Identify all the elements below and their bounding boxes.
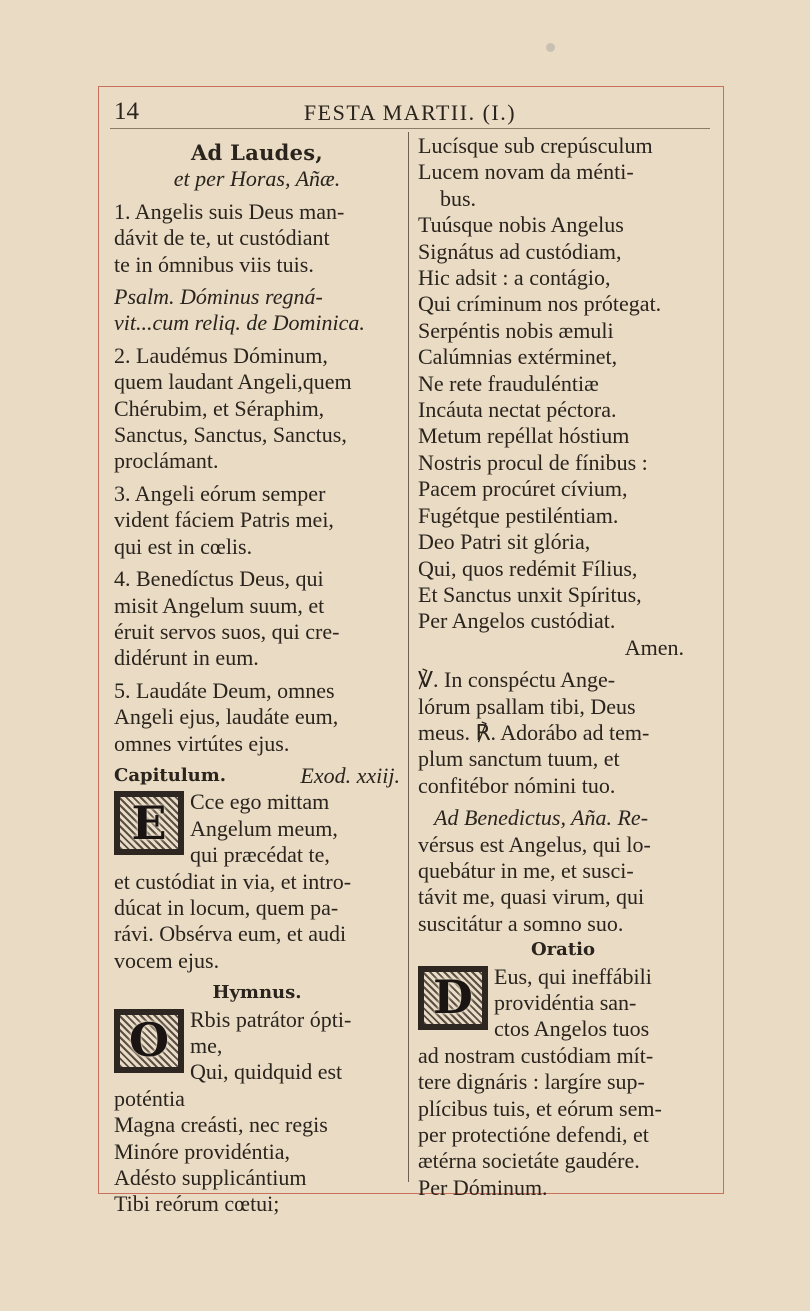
text-line: vérsus est Angelus, qui lo- <box>418 831 651 857</box>
hymn-opening <box>114 1007 400 1086</box>
text-line: vident fáciem Patris mei, <box>114 507 334 533</box>
psalm-rubric <box>114 284 400 337</box>
text-line: omnes virtútes ejus. <box>114 730 290 756</box>
text-line: me, <box>190 1033 223 1058</box>
text-line: suscitátur a somno suo. <box>418 910 624 936</box>
text-line: Incáuta nectat péctora. <box>418 397 617 423</box>
text-line: per protectióne defendi, et <box>418 1122 649 1148</box>
text-line: qui præcédat te, <box>190 842 330 868</box>
text-line: Hic adsit : a contágio, <box>418 265 611 291</box>
text-line: Angelum meum, <box>190 815 338 841</box>
text-line: Nostris procul de fínibus : <box>418 449 648 475</box>
text-line: vit...cum reliq. de Dominica. <box>114 310 365 336</box>
capitulum-label: Capitulum. <box>114 764 227 786</box>
text-line: lórum psallam tibi, Deus <box>418 693 636 719</box>
text-line: Chérubim, et Séraphim, <box>114 395 325 421</box>
text-line: 4. Benedíctus Deus, qui <box>114 566 324 592</box>
header-rule <box>110 128 710 129</box>
drop-cap-letter: E <box>131 796 167 851</box>
text-line: Magna creásti, nec regis <box>114 1112 328 1138</box>
text-line: Lucem novam da ménti- <box>418 159 634 185</box>
text-line: ℣. In conspéctu Ange- <box>418 667 616 693</box>
capitulum-reference: Exod. xxiij. <box>300 762 400 788</box>
benedictus-antiphon <box>418 805 708 937</box>
text-line: Ne rete frauduléntiæ <box>418 370 599 396</box>
column-divider <box>408 132 409 1182</box>
page-number: 14 <box>114 98 139 125</box>
text-line: tere dignáris : largíre sup- <box>418 1069 645 1095</box>
text-line: 1. Angelis suis Deus man- <box>114 198 345 224</box>
right-column <box>418 133 708 1201</box>
drop-cap-e <box>114 791 184 855</box>
oratio-heading: Oratio <box>531 939 595 961</box>
text-line: Metum repéllat hóstium <box>418 423 630 449</box>
text-line: dúcat in locum, quem pa- <box>114 894 339 920</box>
text-line: Ad Benedictus, Aña. Re- <box>434 805 649 831</box>
text-line: proclámant. <box>114 448 219 474</box>
text-line: Qui, quos redémit Fílius, <box>418 555 638 581</box>
antiphon-4 <box>114 566 400 672</box>
text-line: éruit servos suos, qui cre- <box>114 618 340 644</box>
text-line: Adésto supplicántium <box>114 1165 307 1191</box>
running-head: FESTA MARTII. (I.) <box>303 100 517 125</box>
oratio-continued <box>418 1043 708 1201</box>
text-line: távit me, quasi virum, qui <box>418 884 645 910</box>
text-line: Per Dóminum. <box>418 1174 548 1200</box>
hymnus-heading: Hymnus. <box>212 982 302 1004</box>
lauds-subheading: et per Horas, Añæ. <box>173 166 341 192</box>
hymn-continued <box>114 1086 400 1218</box>
text-line: Tibi reórum cœtui; <box>114 1191 280 1217</box>
capitulum-text <box>114 789 400 868</box>
text-line: ad nostram custódiam mít- <box>418 1042 654 1068</box>
text-line: confitébor nómini tuo. <box>418 772 616 798</box>
text-line: Rbis patrátor ópti- <box>190 1006 352 1032</box>
text-line: Sanctus, Sanctus, Sanctus, <box>114 422 347 448</box>
text-line: Per Angelos custódiat. <box>418 608 616 634</box>
amen: Amen. <box>624 634 684 660</box>
text-line: Tuúsque nobis Angelus <box>418 212 624 238</box>
text-line: Fugétque pestiléntiam. <box>418 502 619 528</box>
capitulum-continued <box>114 869 400 975</box>
lauds-heading: Ad Laudes, <box>190 140 324 165</box>
text-line: plícibus tuis, et eórum sem- <box>418 1095 662 1121</box>
drop-cap-o <box>114 1009 184 1073</box>
drop-cap-letter: D <box>433 970 473 1025</box>
antiphon-3 <box>114 481 400 560</box>
text-line: quebátur in me, et susci- <box>418 857 634 883</box>
text-line: ætérna societáte gaudére. <box>418 1148 640 1174</box>
page-spot <box>546 43 555 52</box>
antiphon-2 <box>114 343 400 475</box>
text-line: bus. <box>440 185 477 211</box>
versicle-response <box>418 667 708 799</box>
hymn-stanzas <box>418 133 708 661</box>
antiphon-1 <box>114 199 400 278</box>
text-line: rávi. Obsérva eum, et audi <box>114 921 347 947</box>
text-line: plum sanctum tuum, et <box>418 746 620 772</box>
text-line: Pacem procúret cívium, <box>418 476 628 502</box>
text-line: te in ómnibus viis tuis. <box>114 251 314 277</box>
text-line: Deo Patri sit glória, <box>418 529 591 555</box>
text-line: Serpéntis nobis æmuli <box>418 317 614 343</box>
capitulum-heading <box>114 763 400 789</box>
drop-cap-letter: O <box>128 1013 170 1068</box>
text-line: didérunt in eum. <box>114 645 259 671</box>
text-line: Eus, qui ineffábili <box>494 963 652 989</box>
text-line: 3. Angeli eórum semper <box>114 480 326 506</box>
text-line: vocem ejus. <box>114 947 220 973</box>
antiphon-5 <box>114 678 400 757</box>
text-line: ctos Angelos tuos <box>494 1016 650 1042</box>
text-line: Qui, quidquid est <box>190 1059 343 1085</box>
text-line: 5. Laudáte Deum, omnes <box>114 677 335 703</box>
text-line: Cce ego mittam <box>190 789 330 815</box>
text-line: misit Angelum suum, et <box>114 592 325 618</box>
text-line: Lucísque sub crepúsculum <box>418 133 653 158</box>
text-line: 2. Laudémus Dóminum, <box>114 342 328 368</box>
text-line: Minóre providéntia, <box>114 1138 290 1164</box>
text-line: Et Sanctus unxit Spíritus, <box>418 581 642 607</box>
text-line: dávit de te, ut custódiant <box>114 225 330 251</box>
text-line: quem laudant Angeli,quem <box>114 369 352 395</box>
text-line: Psalm. Dóminus regná- <box>114 284 323 310</box>
text-line: Calúmnias extérminet, <box>418 344 618 370</box>
oratio-opening <box>418 964 708 1043</box>
page-header <box>98 94 722 128</box>
text-line: Angeli ejus, laudáte eum, <box>114 704 339 730</box>
text-line: meus. ℟. Adorábo ad tem- <box>418 719 650 745</box>
drop-cap-d <box>418 966 488 1030</box>
text-line: providéntia san- <box>494 990 637 1015</box>
text-line: et custódiat in via, et intro- <box>114 868 352 894</box>
text-line: poténtia <box>114 1085 185 1111</box>
text-line: qui est in cœlis. <box>114 533 253 559</box>
left-column <box>114 140 400 1218</box>
text-line: Qui críminum nos prótegat. <box>418 291 662 317</box>
text-line: Signátus ad custódiam, <box>418 238 622 264</box>
